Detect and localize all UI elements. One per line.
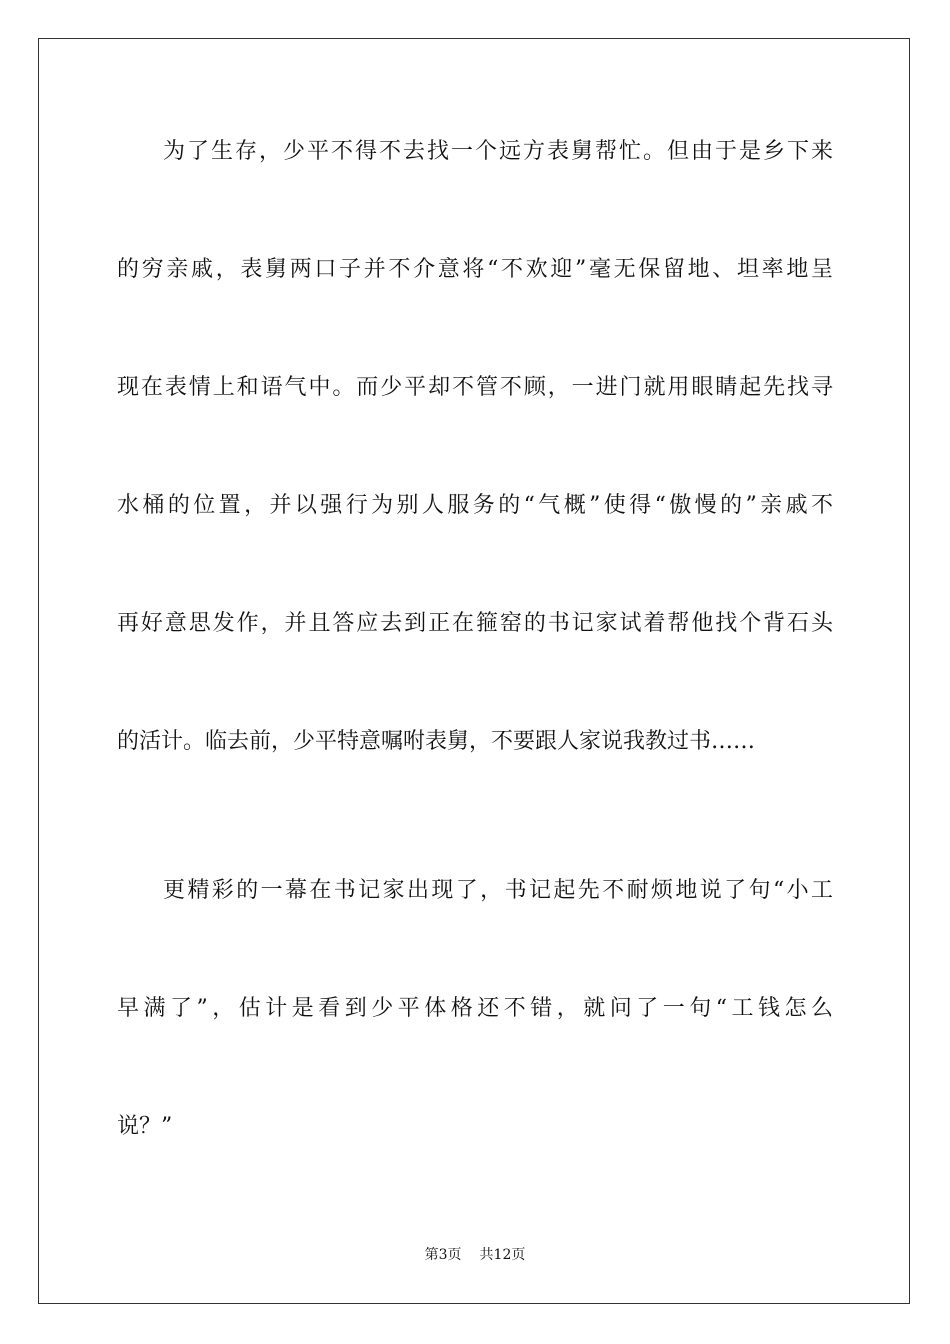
- paragraph-1-line-3: 现在表情上和语气中。而少平却不管不顾，一进门就用眼睛起先找寻: [117, 375, 833, 400]
- total-pages: 共12页: [479, 1247, 526, 1263]
- paragraph-1-line-6: 的活计。临去前，少平特意嘱咐表舅，不要跟人家说我教过书……: [117, 729, 756, 754]
- paragraph-2-line-1: 更精彩的一幕在书记家出现了，书记起先不耐烦地说了句“小工: [163, 878, 833, 903]
- paragraph-1-line-2: 的穷亲戚，表舅两口子并不介意将“不欢迎”毫无保留地、坦率地呈: [117, 257, 833, 282]
- paragraph-2-line-3: 说？”: [117, 1114, 173, 1139]
- paragraph-1-line-5: 再好意思发作，并且答应去到正在箍窑的书记家试着帮他找个背石头: [117, 611, 833, 636]
- paragraph-1-line-4: 水桶的位置，并以强行为别人服务的“气概”使得“傲慢的”亲戚不: [117, 493, 833, 518]
- paragraph-2-line-2: 早满了”，估计是看到少平体格还不错，就问了一句“工钱怎么: [117, 996, 833, 1021]
- paragraph-1-line-1: 为了生存，少平不得不去找一个远方表舅帮忙。但由于是乡下来: [163, 139, 833, 164]
- page-number: 第3页: [424, 1247, 462, 1263]
- page-footer: [0, 1244, 950, 1264]
